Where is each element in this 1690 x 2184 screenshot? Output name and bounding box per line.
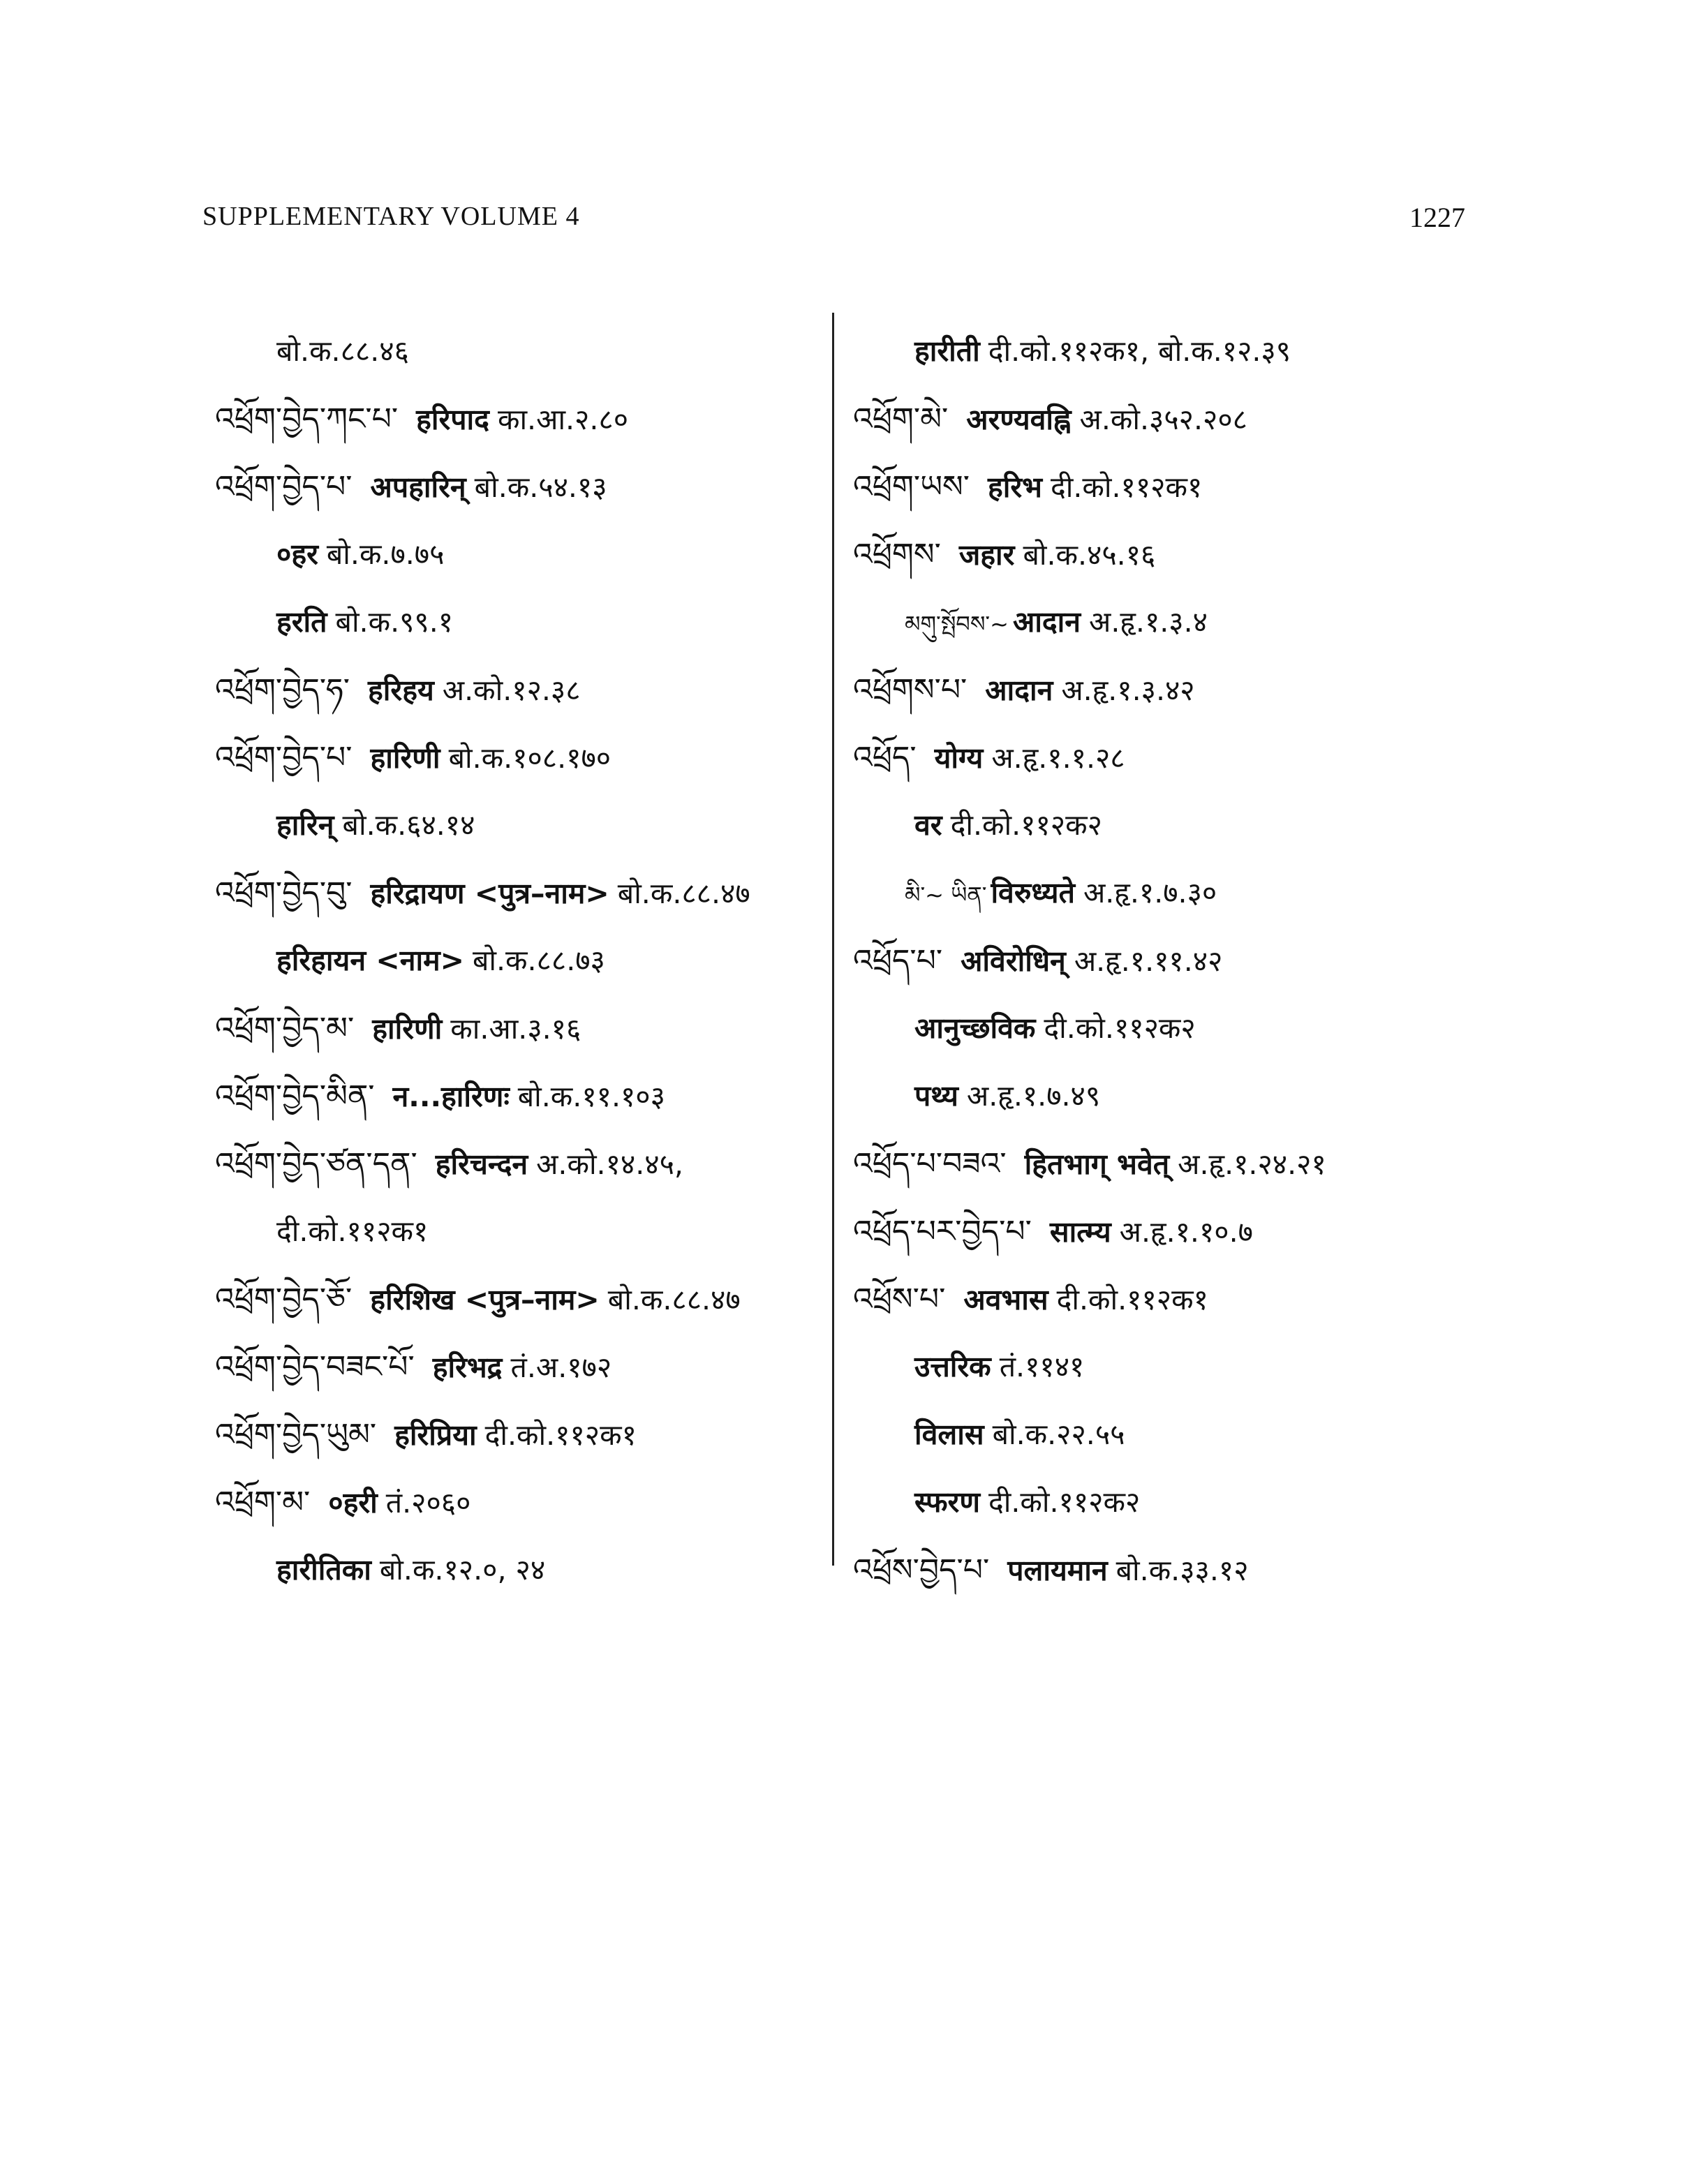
source-reference: बो.क.८८.७३ xyxy=(472,944,605,977)
source-reference: दी.को.११२क१ xyxy=(1050,470,1203,504)
dictionary-entry xyxy=(215,521,829,588)
sanskrit-equivalent: हरिचन्दन xyxy=(435,1147,528,1181)
sanskrit-equivalent: हारिणी xyxy=(370,741,440,775)
dictionary-entry xyxy=(853,521,1481,588)
source-reference: तं.अ.१७२ xyxy=(510,1351,612,1384)
source-reference: दी.को.११२क२ xyxy=(950,808,1102,842)
source-reference: अ.को.३५२.२०८ xyxy=(1079,403,1247,436)
tibetan-headword: འཕྲོག་བྱེད་ཡུམ་ xyxy=(215,1417,377,1453)
source-reference: बो.क.८८.४६ xyxy=(276,334,409,368)
source-reference: दी.को.११२क२ xyxy=(1044,1011,1196,1045)
tibetan-headword: འཕྲོགས་པ་ xyxy=(853,672,968,708)
dictionary-entry xyxy=(215,792,829,859)
source-reference: अ.हृ.१.७.३० xyxy=(1083,876,1217,909)
dictionary-entry xyxy=(215,1130,829,1198)
source-reference: बो.क.१०८.१७० xyxy=(448,741,611,775)
tibetan-headword: འཕྲོད་པ་བཟའ་ xyxy=(853,1146,1007,1182)
source-reference: दी.को.११२क२ xyxy=(988,1485,1141,1519)
dictionary-entry xyxy=(215,927,829,995)
sanskrit-equivalent: हारीती xyxy=(914,334,980,368)
tibetan-headword: འཕྲོག་མ་ xyxy=(215,1485,311,1520)
tibetan-headword: འཕྲོག་བྱེད་པ་ xyxy=(215,469,353,505)
sanskrit-equivalent: अविरोधिन् xyxy=(961,944,1066,978)
sanskrit-equivalent: न...हारिणः xyxy=(392,1080,510,1113)
dictionary-entry xyxy=(215,588,829,656)
dictionary-entry xyxy=(853,453,1481,521)
tibetan-headword: འཕྲོག་བྱེད་ཀང་པ་ xyxy=(215,401,399,437)
tibetan-headword: འཕྲོག་བྱེད་བུ་ xyxy=(215,875,353,911)
dictionary-entry xyxy=(215,1062,829,1130)
source-reference: बो.क.४५.१६ xyxy=(1023,538,1156,572)
tibetan-headword: འཕྲོག་མེ་ xyxy=(853,401,949,437)
tibetan-headword: འཕྲོག་བྱེད་ཅོ་ xyxy=(215,1282,353,1317)
dictionary-entry xyxy=(853,792,1481,859)
column-divider xyxy=(832,313,834,1566)
source-reference: अ.हृ.१.११.४२ xyxy=(1074,944,1223,978)
dictionary-entry xyxy=(215,656,829,724)
dictionary-entry xyxy=(853,318,1481,385)
sanskrit-equivalent: योग्य xyxy=(934,741,984,775)
sanskrit-equivalent: ०हर xyxy=(276,537,318,571)
dictionary-entry xyxy=(215,995,829,1062)
source-reference: अ.हृ.१.२४.२१ xyxy=(1178,1147,1326,1181)
tibetan-headword: འཕྲོས་བྱེད་པ་ xyxy=(853,1552,990,1588)
sanskrit-equivalent: अपहारिन् xyxy=(370,470,466,504)
sanskrit-equivalent: हरिभ xyxy=(987,470,1042,504)
right-column xyxy=(853,318,1481,1604)
dictionary-entry xyxy=(853,1062,1481,1130)
tibetan-phrase: མགུ་སྤོབས་~ xyxy=(905,611,1009,637)
tibetan-phrase: མི་~ ཡིན་ xyxy=(905,882,987,908)
dictionary-entry xyxy=(853,1469,1481,1536)
dictionary-entry xyxy=(853,724,1481,792)
sanskrit-equivalent: हरिपाद xyxy=(416,403,489,436)
source-reference: दी.को.११२क१, बो.क.१२.३९ xyxy=(988,334,1291,368)
dictionary-entry xyxy=(215,453,829,521)
sanskrit-equivalent: अरण्यवह्नि xyxy=(966,403,1072,436)
dictionary-entry xyxy=(853,385,1481,453)
source-reference: बो.क.११.१०३ xyxy=(517,1080,665,1113)
sanskrit-equivalent: पथ्य xyxy=(914,1079,958,1113)
tibetan-headword: འཕྲོད་པ་ xyxy=(853,943,943,979)
sanskrit-equivalent: हरिभद्र xyxy=(432,1351,503,1384)
source-reference: दी.को.११२क१ xyxy=(276,1214,429,1248)
sanskrit-equivalent: हारिणी xyxy=(372,1012,443,1046)
tibetan-headword: འཕྲོག་བྱེད་མིན་ xyxy=(215,1078,375,1114)
sanskrit-equivalent: हितभाग् भवेत् xyxy=(1024,1147,1170,1181)
dictionary-entry xyxy=(215,1198,829,1265)
source-reference: बो.क.१२.०, २४ xyxy=(379,1553,546,1587)
tibetan-headword: འཕྲོད་པར་བྱེད་པ་ xyxy=(853,1214,1032,1249)
source-reference: अ.हृ.१.१.२८ xyxy=(991,741,1125,775)
source-reference: अ.हृ.१.३.४२ xyxy=(1061,674,1195,707)
sanskrit-equivalent: हरति xyxy=(276,605,327,639)
source-reference: अ.को.१२.३८ xyxy=(442,674,581,707)
dictionary-entry xyxy=(215,859,829,927)
dictionary-entry xyxy=(215,1401,829,1469)
sanskrit-equivalent: उत्तरिक xyxy=(914,1350,991,1383)
sanskrit-equivalent: आदान xyxy=(1012,605,1081,639)
tibetan-headword: འཕྲོག་ཡས་ xyxy=(853,469,970,505)
source-reference: बो.क.८८.४७ xyxy=(607,1283,741,1316)
source-reference: बो.क.५४.१३ xyxy=(474,470,607,504)
running-head: SUPPLEMENTARY VOLUME 4 xyxy=(202,202,580,231)
sanskrit-equivalent: पलायमान xyxy=(1007,1554,1108,1587)
source-reference: बो.क.६४.१४ xyxy=(342,808,475,842)
dictionary-entry xyxy=(853,1536,1481,1604)
dictionary-entry xyxy=(215,1469,829,1536)
sanskrit-equivalent: विरुध्यते xyxy=(991,876,1075,909)
sanskrit-equivalent: हरिहय xyxy=(368,674,434,707)
sanskrit-equivalent: आनुच्छविक xyxy=(914,1011,1036,1045)
sanskrit-equivalent: अवभास xyxy=(963,1283,1048,1316)
sanskrit-equivalent: आदान xyxy=(985,674,1053,707)
source-reference: बो.क.८८.४७ xyxy=(617,877,750,910)
sanskrit-equivalent: वर xyxy=(914,808,942,842)
source-reference: अ.को.१४.४५, xyxy=(536,1147,683,1181)
source-reference: तं.२०६० xyxy=(385,1486,471,1520)
dictionary-entry xyxy=(853,859,1481,927)
source-reference: दी.को.११२क१ xyxy=(484,1418,637,1452)
tibetan-headword: འཕྲོག་བྱེད་བཟང་པོ་ xyxy=(215,1349,415,1385)
dictionary-entry xyxy=(853,1333,1481,1401)
sanskrit-equivalent: ०हरी xyxy=(328,1486,378,1520)
tibetan-headword: འཕྲོག་བྱེད་ཧ་ xyxy=(215,672,350,708)
sanskrit-equivalent: जहार xyxy=(958,538,1015,572)
dictionary-entry xyxy=(853,656,1481,724)
tibetan-headword: འཕྲོད་ xyxy=(853,740,917,775)
tibetan-headword: འཕྲོགས་ xyxy=(853,537,941,572)
dictionary-entry xyxy=(215,1333,829,1401)
tibetan-headword: འཕྲོས་པ་ xyxy=(853,1282,946,1317)
source-reference: तं.११४१ xyxy=(999,1350,1085,1383)
left-column xyxy=(215,318,829,1604)
source-reference: का.आ.३.१६ xyxy=(450,1012,581,1046)
sanskrit-equivalent: हरिशिख <पुत्र–नाम> xyxy=(370,1283,600,1316)
source-reference: बो.क.२२.५५ xyxy=(992,1418,1125,1451)
source-reference: अ.हृ.१.१०.७ xyxy=(1119,1215,1253,1249)
source-reference: बो.क.७.७५ xyxy=(326,537,445,571)
dictionary-entry xyxy=(853,588,1481,656)
dictionary-entry xyxy=(853,995,1481,1062)
sanskrit-equivalent: विलास xyxy=(914,1418,984,1451)
tibetan-headword: འཕྲོག་བྱེད་པ་ xyxy=(215,740,353,775)
sanskrit-equivalent: हरिप्रिया xyxy=(394,1418,477,1452)
source-reference: का.आ.२.८० xyxy=(497,403,629,436)
dictionary-entry xyxy=(215,1265,829,1333)
dictionary-entry xyxy=(853,1130,1481,1198)
sanskrit-equivalent: हारिन् xyxy=(276,808,334,842)
tibetan-headword: འཕྲོག་བྱེད་མ་ xyxy=(215,1011,355,1046)
sanskrit-equivalent: हरिद्रायण <पुत्र–नाम> xyxy=(370,877,609,910)
source-reference: बो.क.३३.१२ xyxy=(1115,1554,1249,1587)
source-reference: अ.हृ.१.३.४ xyxy=(1089,605,1208,639)
sanskrit-equivalent: हरिहायन <नाम> xyxy=(276,944,464,977)
dictionary-entry xyxy=(215,1536,829,1604)
dictionary-entry xyxy=(853,1401,1481,1469)
source-reference: दी.को.११२क१ xyxy=(1056,1283,1208,1316)
sanskrit-equivalent: स्फरण xyxy=(914,1485,980,1519)
tibetan-headword: འཕྲོག་བྱེད་ཙན་དན་ xyxy=(215,1146,417,1182)
sanskrit-equivalent: सात्म्य xyxy=(1049,1215,1111,1249)
dictionary-entry xyxy=(853,1198,1481,1265)
dictionary-entry xyxy=(215,385,829,453)
dictionary-entry xyxy=(215,724,829,792)
page-number: 1227 xyxy=(1409,202,1465,233)
dictionary-entry xyxy=(853,1265,1481,1333)
sanskrit-equivalent: हारीतिका xyxy=(276,1553,371,1587)
dictionary-entry xyxy=(215,318,829,385)
source-reference: अ.हृ.१.७.४९ xyxy=(966,1079,1101,1113)
dictionary-entry xyxy=(853,927,1481,995)
source-reference: बो.क.९९.१ xyxy=(335,605,454,639)
